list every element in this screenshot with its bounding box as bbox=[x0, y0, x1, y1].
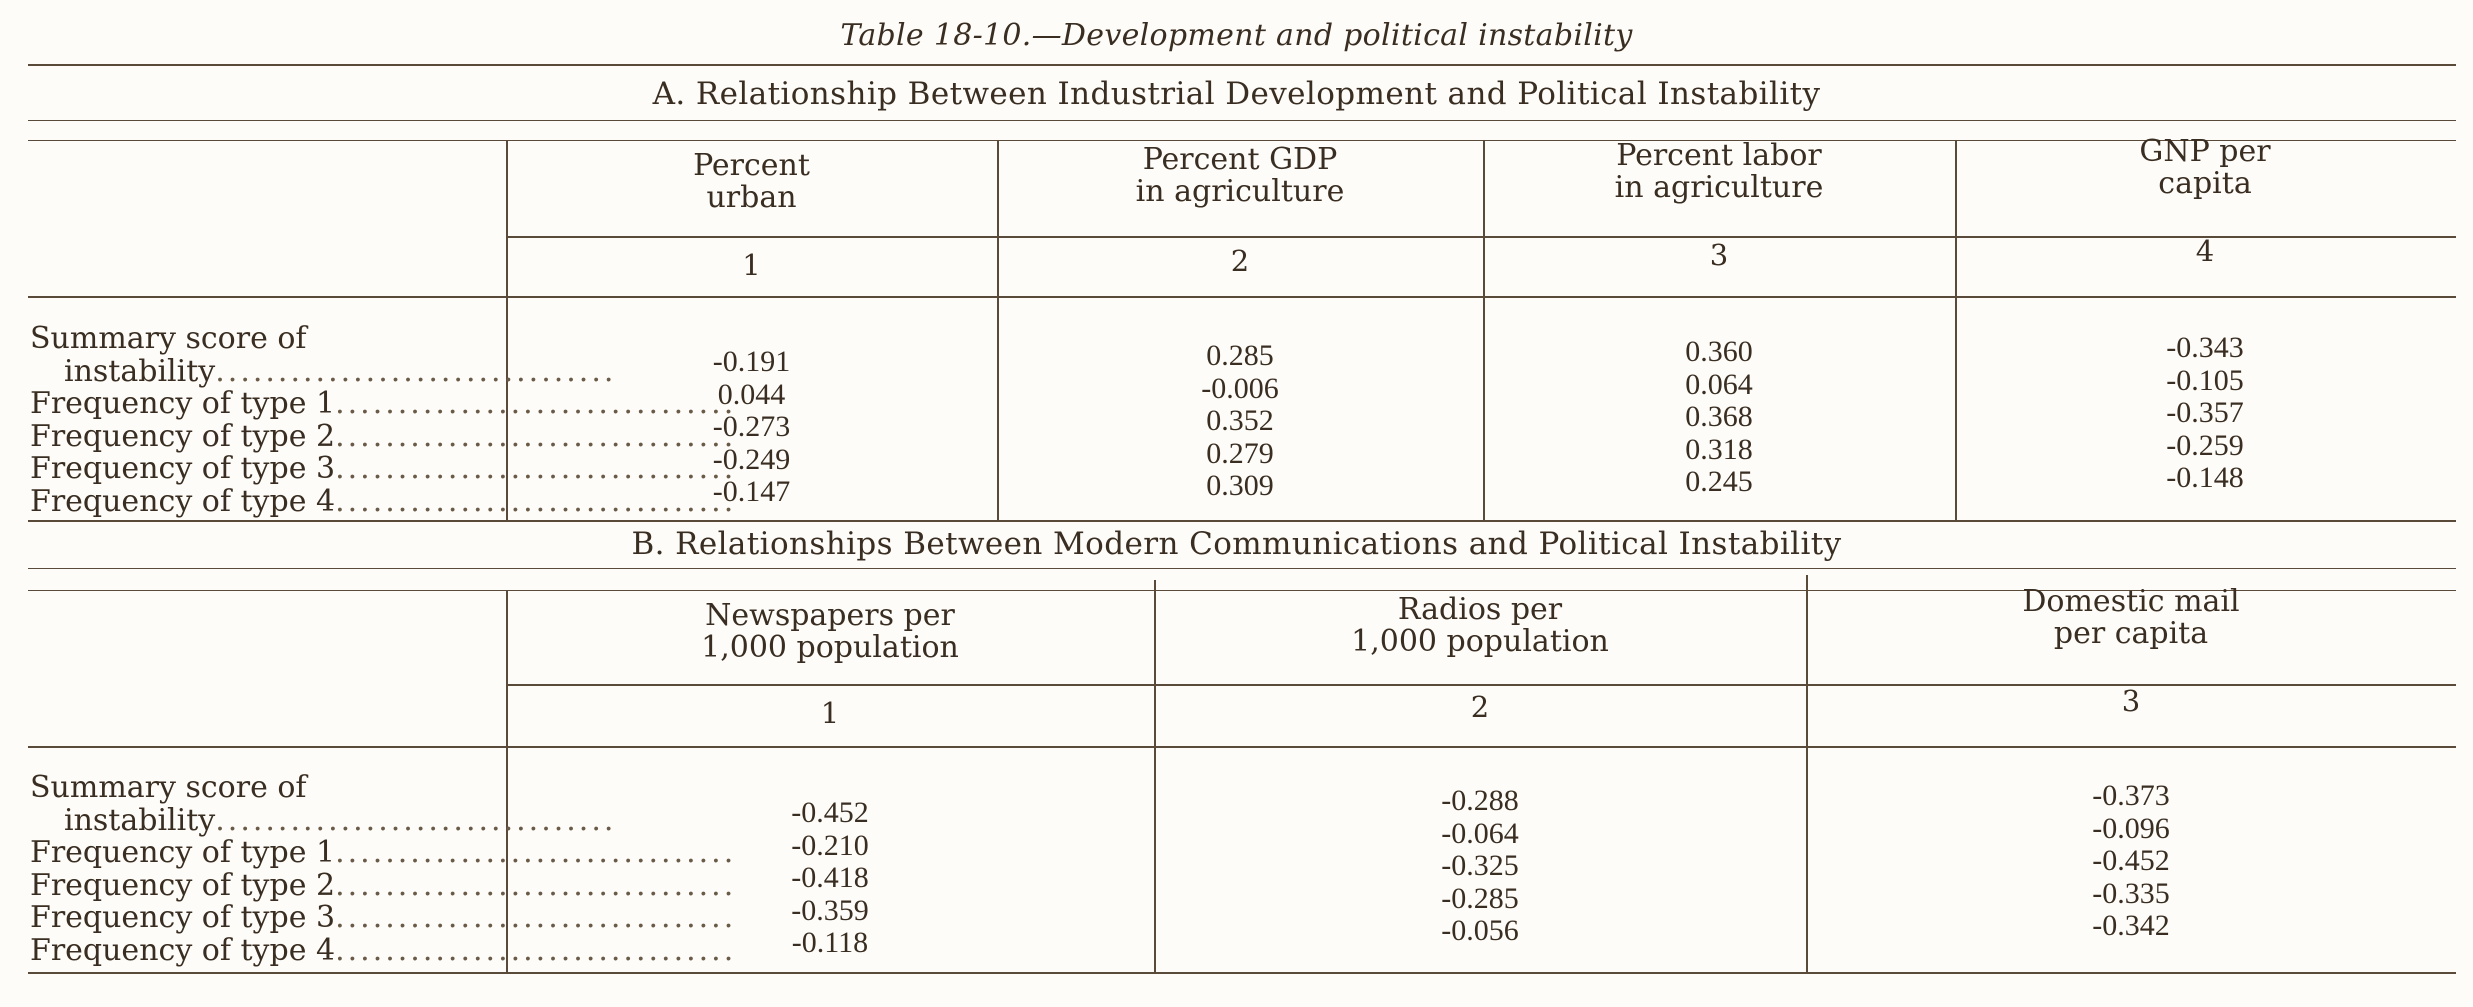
cell-value: -0.373 bbox=[2092, 779, 2170, 812]
section-a-col-3-values bbox=[1483, 336, 1955, 499]
cell-value: -0.118 bbox=[791, 926, 869, 959]
section-a-row-label-instability bbox=[30, 353, 617, 389]
section-a-col-1-head-line2: urban bbox=[706, 180, 797, 215]
title-rule bbox=[28, 64, 2456, 66]
section-b-top-rule bbox=[28, 568, 2456, 569]
section-b-col-3-head-line2: per capita bbox=[2053, 616, 2209, 651]
section-a-col-3-head-line1: Percent labor bbox=[1616, 138, 1822, 173]
leader-dots: ................................ bbox=[335, 386, 737, 421]
cell-value: 0.064 bbox=[1685, 367, 1753, 401]
cell-value: -0.148 bbox=[2166, 461, 2244, 494]
section-a-col-1-head-line1: Percent bbox=[693, 148, 810, 183]
section-b-col-1-values bbox=[506, 797, 1154, 960]
section-a-row-label-type-4 bbox=[30, 483, 737, 519]
section-b-col-3-header bbox=[1806, 586, 2456, 650]
section-b-col-2-head-line2: 1,000 population bbox=[1351, 624, 1609, 659]
section-a-col-4-header bbox=[1955, 136, 2455, 200]
row-label-text: Frequency of type 4 bbox=[30, 932, 336, 968]
section-b-col-2-head-line1: Radios per bbox=[1397, 592, 1563, 627]
cell-value: -0.105 bbox=[2166, 363, 2244, 397]
leader-dots: ................................ bbox=[335, 900, 737, 935]
section-b-col-1-head-line2: 1,000 population bbox=[701, 630, 959, 665]
section-b-row-label-type-1 bbox=[30, 835, 737, 870]
cell-value: -0.343 bbox=[2166, 331, 2244, 364]
cell-value: -0.147 bbox=[712, 475, 791, 508]
leader-dots: ................................ bbox=[335, 483, 737, 519]
cell-value: 0.360 bbox=[1685, 335, 1753, 368]
row-label-text: instability bbox=[64, 802, 216, 838]
section-b-col-3-head-line1: Domestic mail bbox=[2022, 584, 2240, 619]
section-a-col-1-header bbox=[506, 150, 997, 214]
row-label-text: Frequency of type 2 bbox=[30, 418, 336, 454]
row-label-text: Frequency of type 1 bbox=[30, 835, 336, 870]
section-b-row-label-type-2 bbox=[30, 867, 737, 903]
section-a-top-rule bbox=[28, 120, 2456, 121]
section-b-row-label-type-4 bbox=[30, 932, 737, 968]
section-a-row-label-type-3 bbox=[30, 451, 737, 486]
section-a-row-label-type-2 bbox=[30, 418, 737, 454]
section-a-bottom-rule bbox=[28, 520, 2456, 522]
cell-value: 0.309 bbox=[1206, 469, 1274, 502]
section-a-col-1-values bbox=[506, 346, 997, 509]
leader-dots: ................................ bbox=[335, 932, 737, 968]
section-b-row-label-type-3 bbox=[30, 900, 737, 935]
cell-value: -0.056 bbox=[1441, 914, 1519, 947]
cell-value: -0.273 bbox=[712, 410, 791, 443]
section-b-row-label-summary bbox=[30, 772, 508, 805]
row-label-text: Summary score of bbox=[30, 770, 307, 805]
leader-dots: ................................ bbox=[215, 802, 617, 838]
section-a-row-labels bbox=[30, 321, 737, 519]
section-b-body-rule bbox=[28, 746, 2456, 748]
leader-dots: ................................ bbox=[335, 867, 737, 903]
cell-value: -0.357 bbox=[2166, 396, 2244, 429]
section-b-col-2-header bbox=[1154, 594, 1806, 658]
section-a-row-label-type-1 bbox=[30, 386, 737, 421]
section-a-col-3-number: 3 bbox=[1709, 238, 1729, 272]
cell-value: 0.245 bbox=[1685, 465, 1753, 498]
cell-value: -0.259 bbox=[2166, 428, 2244, 462]
row-label-text: Frequency of type 3 bbox=[30, 900, 336, 935]
section-a-col-2-header bbox=[997, 144, 1483, 208]
section-b-row-labels bbox=[30, 770, 737, 968]
cell-value: -0.452 bbox=[2092, 844, 2170, 877]
section-a-col-2-head-line2: in agriculture bbox=[1135, 174, 1345, 209]
section-b-col-3-number: 3 bbox=[2121, 684, 2141, 718]
section-a-title: A. Relationship Between Industrial Development and Political Instability bbox=[652, 76, 1821, 112]
row-label-text: Frequency of type 1 bbox=[30, 386, 336, 421]
section-b-col-1-number: 1 bbox=[820, 696, 840, 730]
section-b-col-1-header bbox=[506, 600, 1154, 664]
section-b-row-label-instability bbox=[30, 802, 617, 838]
section-a-col-3-head-line2: in agriculture bbox=[1614, 170, 1824, 205]
cell-value: -0.359 bbox=[791, 893, 869, 927]
cell-value: 0.044 bbox=[717, 377, 786, 411]
table-title: Table 18-10.—Development and political instability bbox=[840, 18, 1633, 53]
section-a-col-3-header bbox=[1483, 140, 1955, 204]
row-label-text: instability bbox=[64, 353, 216, 389]
section-a-col-2-number: 2 bbox=[1230, 244, 1250, 278]
section-b-bottom-rule bbox=[28, 972, 2456, 974]
section-a-col-4-head-line2: capita bbox=[2158, 166, 2252, 201]
cell-value: -0.285 bbox=[1441, 881, 1519, 915]
cell-value: -0.006 bbox=[1201, 371, 1279, 405]
cell-value: -0.335 bbox=[2092, 876, 2170, 910]
cell-value: -0.452 bbox=[791, 796, 869, 829]
cell-value: 0.318 bbox=[1685, 432, 1753, 466]
section-a-col-4-number: 4 bbox=[2195, 234, 2215, 268]
section-a-col-1-number: 1 bbox=[742, 248, 761, 282]
section-b-col-1-head-line1: Newspapers per bbox=[705, 598, 955, 633]
cell-value: -0.249 bbox=[712, 442, 791, 476]
cell-value: -0.342 bbox=[2092, 909, 2170, 942]
cell-value: -0.288 bbox=[1441, 784, 1519, 817]
section-a-col-4-head-line1: GNP per bbox=[2139, 134, 2271, 169]
cell-value: -0.191 bbox=[712, 345, 791, 378]
section-b-title: B. Relationships Between Modern Communications and Political Instability bbox=[631, 526, 1842, 562]
section-b-col-3-values bbox=[1806, 780, 2456, 943]
cell-value: -0.096 bbox=[2092, 811, 2170, 845]
cell-value: 0.285 bbox=[1206, 339, 1274, 372]
section-b-col-2-number: 2 bbox=[1470, 690, 1490, 724]
cell-value: 0.279 bbox=[1206, 436, 1274, 470]
cell-value: 0.368 bbox=[1685, 400, 1753, 433]
section-a-col-2-values bbox=[997, 340, 1483, 503]
row-label-text: Frequency of type 2 bbox=[30, 867, 336, 903]
leader-dots: ................................ bbox=[335, 451, 737, 486]
section-a-col-2-head-line1: Percent GDP bbox=[1142, 142, 1338, 177]
row-label-text: Frequency of type 4 bbox=[30, 483, 336, 519]
cell-value: 0.352 bbox=[1206, 404, 1274, 437]
row-label-text: Summary score of bbox=[30, 321, 307, 356]
section-a-row-label-summary bbox=[30, 323, 508, 356]
cell-value: -0.064 bbox=[1441, 816, 1519, 850]
cell-value: -0.418 bbox=[791, 861, 869, 894]
leader-dots: ................................ bbox=[335, 418, 737, 454]
section-a-body-rule bbox=[28, 296, 2456, 298]
leader-dots: ................................ bbox=[335, 835, 737, 870]
section-a-col-4-values bbox=[1955, 332, 2455, 495]
leader-dots: ................................ bbox=[215, 353, 617, 389]
section-b-col-2-values bbox=[1154, 785, 1806, 948]
row-label-text: Frequency of type 3 bbox=[30, 451, 336, 486]
cell-value: -0.325 bbox=[1441, 849, 1519, 882]
cell-value: -0.210 bbox=[791, 828, 869, 862]
